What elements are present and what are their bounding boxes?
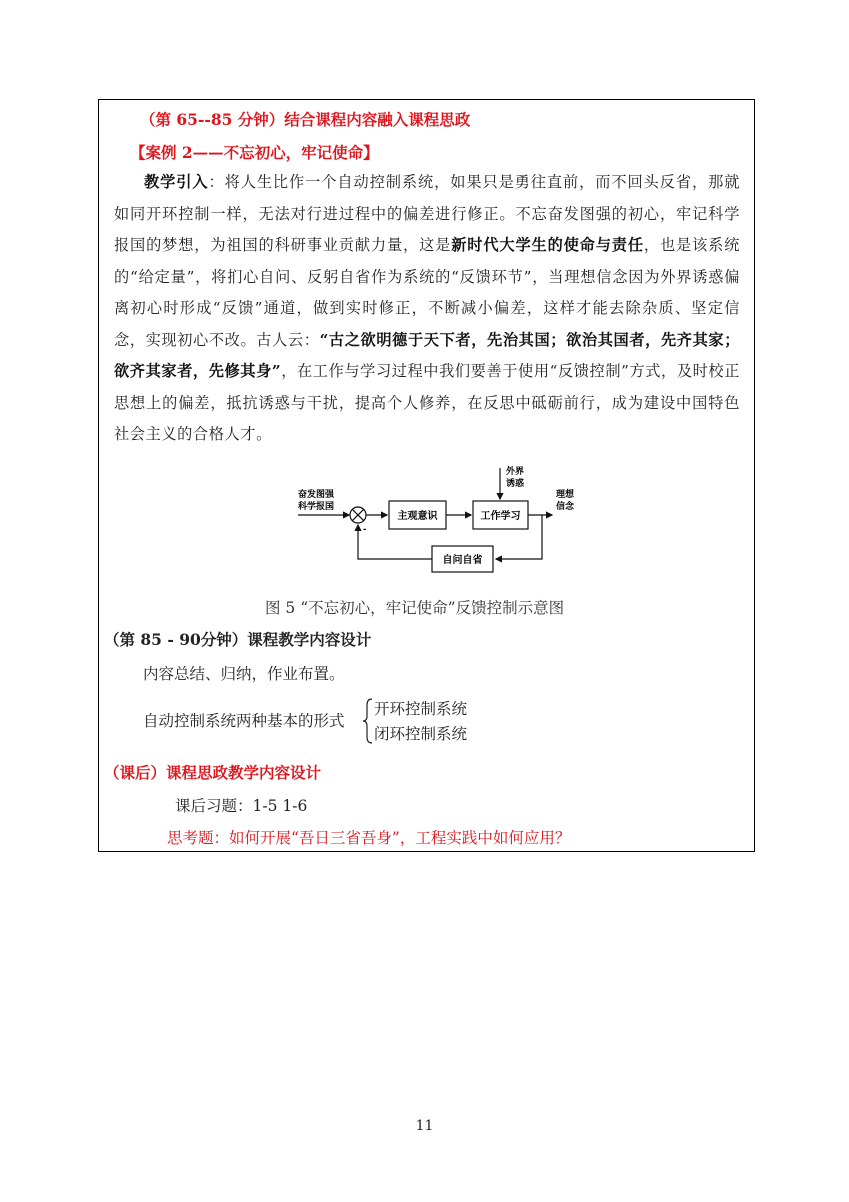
feedback-block-label: 自问自省 (442, 555, 483, 566)
intro-emphasis-1: 新时代大学生的使命与责任 (451, 236, 644, 254)
case-title: 【案例 2——不忘初心，牢记使命】 (130, 143, 379, 162)
feedback-control-diagram (290, 462, 600, 580)
minus-sign: - (363, 524, 367, 535)
feedback-path-left (358, 525, 432, 559)
form-closed-loop: 闭环控制系统 (374, 725, 468, 743)
summing-junction (350, 507, 366, 523)
brace-icon (362, 697, 374, 745)
intro-text-2: ，也是该系统的“给定量”，将扪心自问、反躬自省作为系统的“反馈环节”，当理想信念因为外界诱惑偏离初心时形成“反馈”通道，做到实时修正，不断减小偏差，这样才能去除杂质、坚定信念，实现初心不改。古人云： (114, 236, 740, 349)
block2-label: 工作学习 (480, 511, 521, 522)
homework-text: 课后习题：1-5 1-6 (175, 797, 308, 815)
intro-paragraph (114, 167, 740, 451)
figure-caption: 图 5 “不忘初心，牢记使命”反馈控制示意图 (265, 599, 565, 617)
intro-text-3: ，在工作与学习过程中我们要善于使用“反馈控制”方式，及时校正思想上的偏差，抵抗诱惑与干扰，提高个人修养，在反思中砥砺前行，成为建设中国特色社会主义的合格人才。 (114, 362, 740, 443)
section1-heading: （第 65--85 分钟）结合课程内容融入课程思政 (140, 110, 471, 129)
output-label-1: 理想 (556, 489, 575, 499)
input-label-2: 科学报国 (298, 501, 335, 511)
intro-text-1: ：将人生比作一个自动控制系统，如果只是勇往直前，而不回头反省，那就如同开环控制一样，无法对行进过程中的偏差进行修正。不忘奋发图强的初心，牢记科学报国的梦想，为祖国的科研事业贡献力量，这是 (114, 173, 740, 254)
intro-label: 教学引入 (144, 173, 209, 191)
section3-heading: （课后）课程思政教学内容设计 (104, 763, 322, 782)
reflection-question: 思考题：如何开展“吾日三省吾身”，工程实践中如何应用？ (167, 829, 571, 847)
form-open-loop: 开环控制系统 (374, 700, 468, 718)
section2-heading: （第 85 - 90分钟）课程教学内容设计 (104, 630, 372, 649)
block1-label: 主观意识 (397, 511, 438, 522)
summary-text: 内容总结、归纳，作业布置。 (143, 665, 345, 683)
disturbance-label-1: 外界 (506, 466, 525, 476)
input-label-1: 奋发图强 (298, 489, 335, 499)
disturbance-label-2: 诱惑 (506, 478, 525, 488)
page-number: 11 (415, 1118, 434, 1134)
intro-quote: “古之欲明德于天下者，先治其国；欲治其国者，先齐其家；欲齐其家者，先修其身” (114, 330, 740, 380)
output-label-2: 信念 (556, 501, 575, 511)
forms-label: 自动控制系统两种基本的形式 (143, 712, 345, 730)
